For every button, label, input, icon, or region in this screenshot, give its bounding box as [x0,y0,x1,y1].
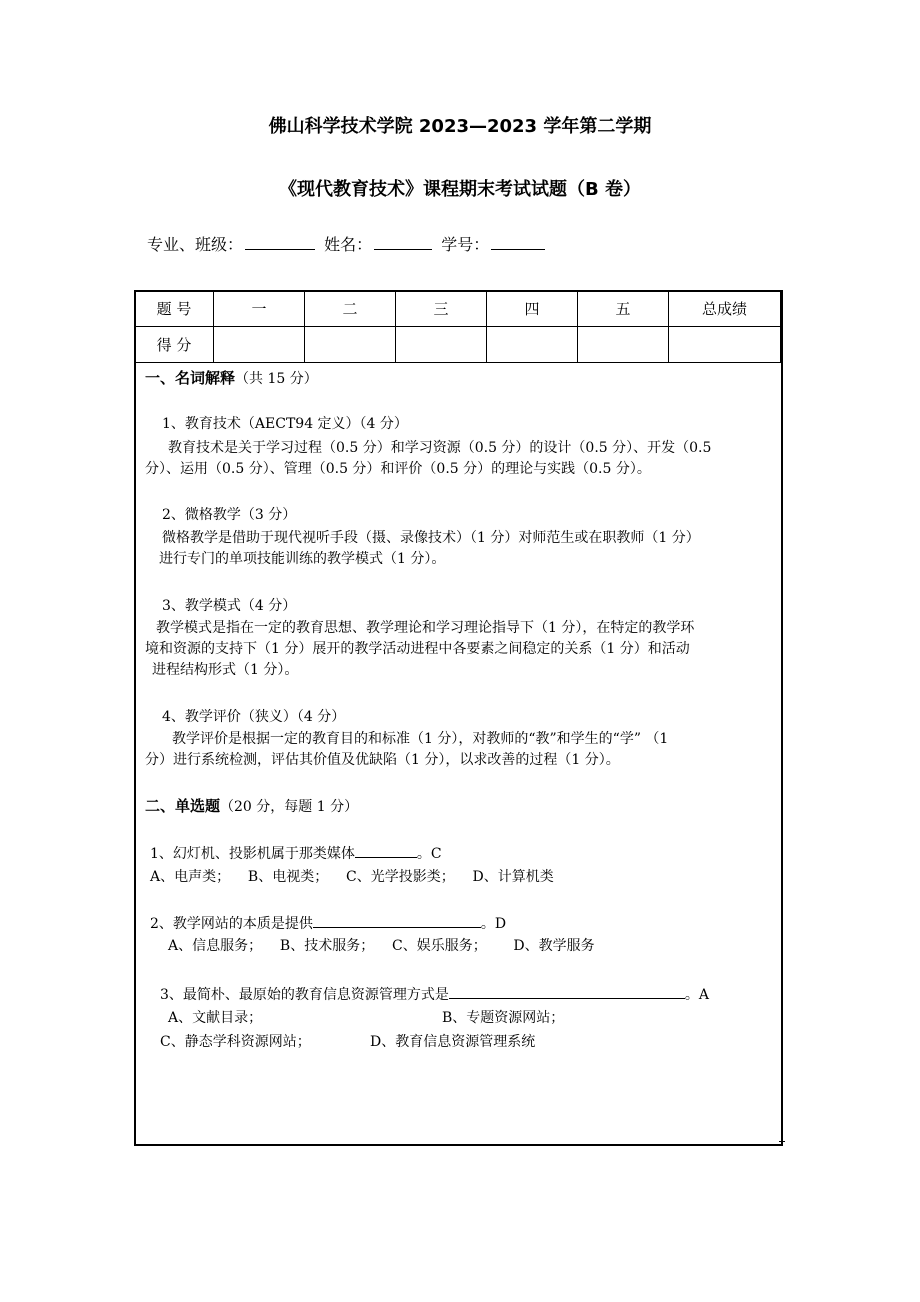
major-blank[interactable] [245,235,315,250]
s1-q3-title: 3、教学模式（4 分） [162,598,297,614]
score-input-q3[interactable] [396,327,487,363]
s1-q3-line1: 教学模式是指在一定的教育思想、教学理论和学习理论指导下（1 分），在特定的教学环 [156,620,695,636]
score-table-score-row [135,327,781,363]
score-cell-total: 总成绩 [669,291,781,327]
score-cell-q5: 五 [578,291,669,327]
section1-heading [145,367,318,388]
score-table-header-row [135,291,781,327]
score-row-label: 得 分 [135,327,214,363]
s1-q1-line1: 教育技术是关于学习过程（0.5 分）和学习资源（0.5 分）的设计（0.5 分）、开发（0.5 [168,440,712,456]
name-blank[interactable] [374,235,432,250]
s2-q3-answer: 。A [684,987,710,1003]
s2-q3-option-c: C、静态学科资源网站； [160,1034,311,1050]
s2-q3-stem: 3、最简朴、最原始的教育信息资源管理方式是 [160,987,449,1003]
s1-q3-line2: 境和资源的支持下（1 分）展开的教学活动进程中各要素之间稳定的关系（1 分）和活动 [145,641,690,657]
score-input-q2[interactable] [305,327,396,363]
score-input-total[interactable] [669,327,781,363]
section1-title: 一、名词解释 [145,369,236,387]
score-cell-q4: 四 [487,291,578,327]
score-table [134,290,781,363]
exam-title-course: 《现代教育技术》课程期末考试试题（B 卷） [279,179,641,200]
s1-q4-title: 4、教学评价（狭义）（4 分） [162,709,346,725]
major-label: 专业、班级： [147,235,244,254]
s2-q2-blank[interactable] [313,913,481,928]
id-blank[interactable] [491,235,545,250]
s1-q1-line2: 分）、运用（0.5 分）、管理（0.5 分）和评价（0.5 分）的理论与实践（0.5 分）。 [145,461,651,477]
name-label: 姓名： [324,235,373,254]
score-input-q1[interactable] [214,327,305,363]
s2-q1-answer: 。C [416,846,442,862]
score-cell-q3: 三 [396,291,487,327]
s2-q3-option-a: A、文献目录； [168,1010,263,1026]
s2-q1-stem-line [150,843,442,864]
s2-q3-option-d: D、教育信息资源管理系统 [370,1034,536,1050]
score-input-q4[interactable] [487,327,578,363]
s2-q1-options: A、电声类； B、电视类； C、光学投影类； D、计算机类 [150,869,554,885]
s1-q4-line1: 教学评价是根据一定的教育目的和标准（1 分），对教师的“教”和学生的“学” （1 [172,731,669,747]
frame-corner-mark [779,1141,785,1142]
exam-title-school: 佛山科学技术学院 2023—2023 学年第二学期 [268,116,652,137]
id-label: 学号： [441,235,490,254]
score-input-q5[interactable] [578,327,669,363]
s2-q1-stem: 1、幻灯机、投影机属于那类媒体 [150,846,355,862]
s2-q3-stem-line [160,984,709,1005]
s1-q3-line3: 进程结构形式（1 分）。 [152,662,299,678]
s2-q3-blank[interactable] [449,984,685,999]
s1-q2-title: 2、微格教学（3 分） [162,507,297,523]
s2-q2-options: A、信息服务； B、技术服务； C、娱乐服务； D、教学服务 [168,938,595,954]
s1-q2-line1: 微格教学是借助于现代视听手段（摄、录像技术）（1 分）对师范生或在职教师（1 分） [162,530,700,546]
s2-q2-stem: 2、教学网站的本质是提供 [150,916,313,932]
score-cell-q2: 二 [305,291,396,327]
section2-title: 二、单选题 [145,797,221,815]
section2-heading [145,795,358,816]
s1-q2-line2: 进行专门的单项技能训练的教学模式（1 分）。 [159,551,446,567]
s2-q2-answer: 。D [480,916,507,932]
score-cell-q1: 一 [214,291,305,327]
s1-q1-title: 1、教育技术（AECT94 定义）（4 分） [162,416,408,432]
s1-q4-line2: 分）进行系统检测，评估其价值及优缺陷（1 分），以求改善的过程（1 分）。 [145,752,620,768]
s2-q2-stem-line [150,913,506,934]
section1-points: （共 15 分） [235,371,318,387]
section2-points: （20 分，每题 1 分） [220,799,359,815]
s2-q1-blank[interactable] [355,843,417,858]
s2-q3-option-b: B、专题资源网站； [442,1010,565,1026]
student-info-line [147,232,549,255]
score-cell-label: 题 号 [135,291,214,327]
